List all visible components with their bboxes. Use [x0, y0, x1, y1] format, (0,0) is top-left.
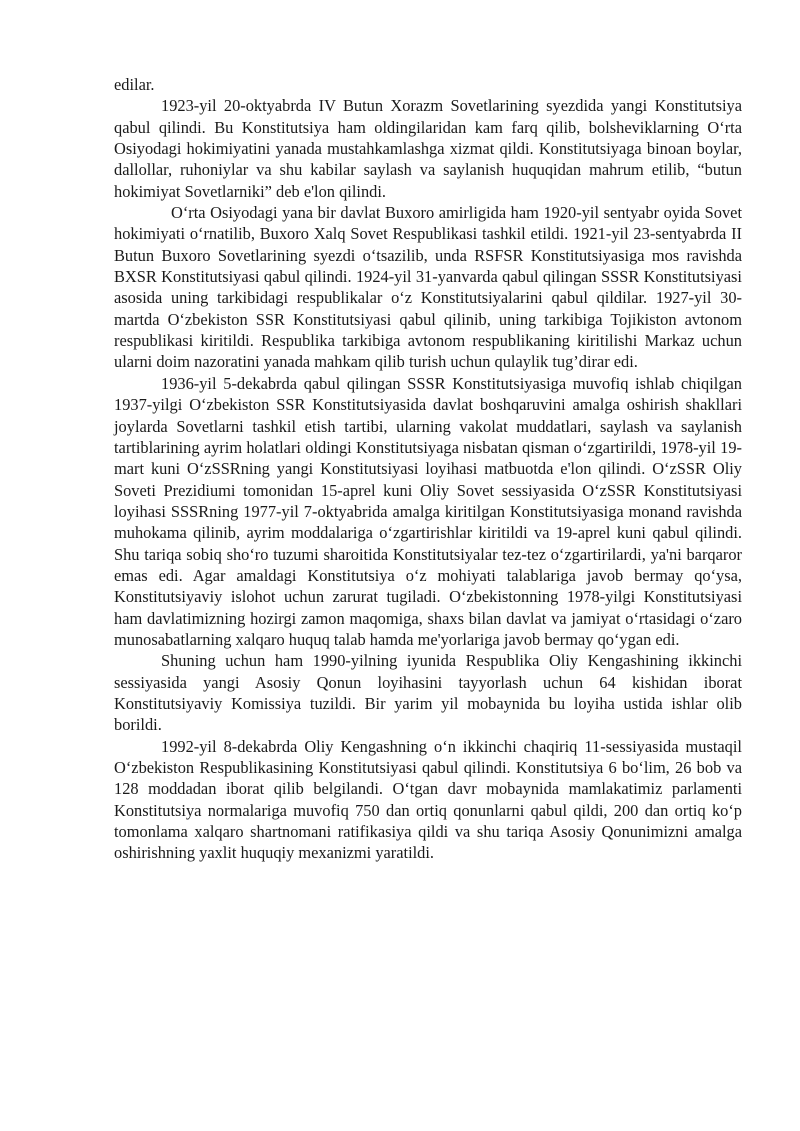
paragraph-bukhara-constitution: O‘rta Osiyodagi yana bir davlat Buxoro amirligida ham 1920-yil sentyabr oyida Sovet hokimiyati o‘rnatilib, Buxoro Xalq Sovet Respublikasi tashkil etildi. 1921-yil 23-sentyabrda II Butun Buxoro Sovetlarining syezdi o‘tsazilib, unda RSFSR Konstitutsiyasiga mos ravishda BXSR Konstitutsiyasi qabul qilindi. 1924-yil 31-yanvarda qabul qilingan SSSR Konstitutsiyasi asosida uning tarkibidagi respublikalar o‘z Konstitutsiyalarini qabul qildilar. 1927-yil 30-martda O‘zbekiston SSR Konstitutsiyasi qabul qilinib, uning tarkibiga Tojikiston avtonom respublikasi kiritildi. Respublika tarkibiga avtonom respublikaning kiritilishi Markaz uchun ularni doim nazoratini yanada mahkam qilib turish uchun qulaylik tug’dirar edi. [114, 203, 742, 372]
paragraph-1937-constitution: 1936-yil 5-dekabrda qabul qilingan SSSR Konstitutsiyasiga muvofiq ishlab chiqilgan 1937-yilgi O‘zbekiston SSR Konstitutsiyasida davlat boshqaruvini amalga oshirish shakllari joylarda Sovetlarni tashkil etish tartibi, ularning vakolat muddatlari, saylash va saylanish tartiblarining ayrim holatlari oldingi Konstitutsiyaga nisbatan qisman o‘zgartirildi, 1978-yil 19-mart kuni O‘zSSRning yangi Konstitutsiyasi loyihasi matbuotda e'lon qilindi. O‘zSSR Oliy Soveti Prezidiumi tomonidan 15-aprel kuni Oliy Sovet sessiyasida O‘zSSR Konstitutsiyasi loyihasi SSSRning 1977-yil 7-oktyabrida amalga kiritilgan Konstitutsiyasiga monand ravishda muhokama qilinib, ayrim moddalariga o‘zgartirishlar kiritildi va 19-aprel kuni qabul qilindi. Shu tariqa sobiq sho‘ro tuzumi sharoitida Konstitutsiyalar tez-tez o‘zgartirilardi, ya'ni barqaror emas edi. Agar amaldagi Konstitutsiya o‘z mohiyati talablariga javob bermay qo‘ysa, Konstitutsiyaviy islohot uchun zarurat tugiladi. O‘zbekistonning 1978-yilgi Konstitutsiyasi ham davlatimizning hozirgi zamon maqomiga, shaxs bilan davlat va jamiyat o‘rtasidagi o‘zaro munosabatlarning xalqaro huquq talab hamda me'yorlariga javob bermay qo‘ygan edi. [114, 373, 742, 649]
paragraph-khorezm-constitution: 1923-yil 20-oktyabrda IV Butun Xorazm Sovetlarining syezdida yangi Konstitutsiya qabul qilindi. Bu Konstitutsiya ham oldingilaridan kam farq qilib, bolsheviklarning O‘rta Osiyodagi hokimiyatini yanada mustahkamlashga xizmat qildi. Konstitutsiyaga binoan boylar, dallollar, ruhoniylar va shu kabilar saylash va saylanish huquqidan mahrum etilib, “butun hokimiyat Sovetlarniki” deb e'lon qilindi. [114, 96, 742, 201]
document-page [114, 74, 742, 864]
paragraph-continuation: edilar. [114, 75, 155, 94]
paragraph-1992-constitution: 1992-yil 8-dekabrda Oliy Kengashning o‘n ikkinchi chaqiriq 11-sessiyasida mustaqil O‘zbekiston Respublikasining Konstitutsiyasi qabul qilindi. Konstitutsiya 6 bo‘lim, 26 bob va 128 moddadan iborat qilib belgilandi. O‘tgan davr mobaynida mamlakatimiz parlamenti Konstitutsiya normalariga muvofiq 750 dan ortiq qonunlarni qabul qildi, 200 dan ortiq ko‘p tomonlama xalqaro shartnomani ratifikasiya qildi va shu tariqa Asosiy Qonunimizni amalga oshirishning yaxlit huquqiy mexanizmi yaratildi. [114, 736, 742, 863]
paragraph-constitutional-commission: Shuning uchun ham 1990-yilning iyunida Respublika Oliy Kengashining ikkinchi sessiyasida yangi Asosiy Qonun loyihasini tayyorlash uchun 64 kishidan iborat Konstitutsiyaviy Komissiya tuzildi. Bir yarim yil mobaynida bu loyiha ustida ishlar olib borildi. [114, 651, 742, 735]
